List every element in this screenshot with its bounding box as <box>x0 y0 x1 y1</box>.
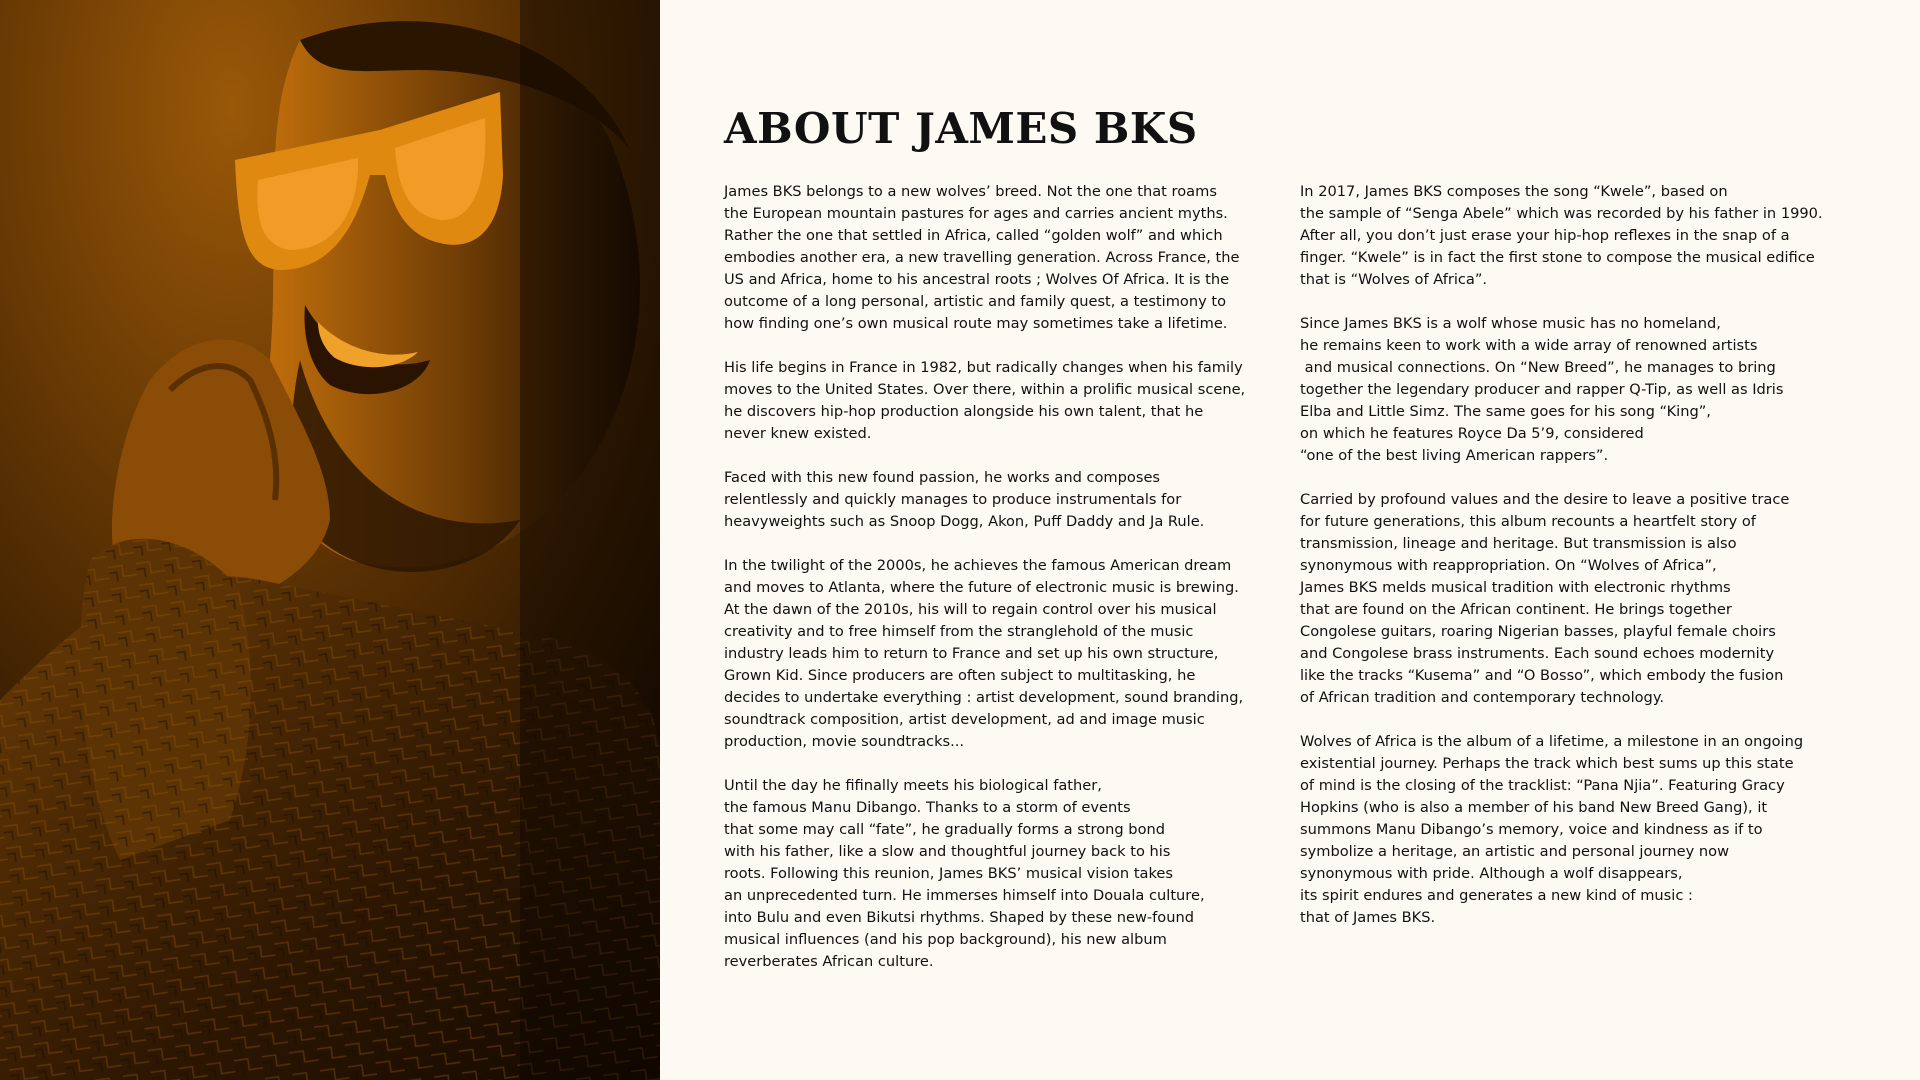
text-line: that of James BKS. <box>1300 909 1436 926</box>
text-line: synonymous with reappropriation. On “Wolves of Africa”, <box>1300 557 1717 574</box>
text-line: relentlessly and quickly manages to produce instrumentals for <box>724 491 1182 508</box>
text-line: Elba and Little Simz. The same goes for his song “King”, <box>1300 403 1711 420</box>
text-line: production, movie soundtracks... <box>724 733 965 750</box>
text-line: symbolize a heritage, an artistic and personal journey now <box>1300 843 1730 860</box>
text-line: synonymous with pride. Although a wolf disappears, <box>1300 865 1683 882</box>
text-line: that are found on the African continent. He brings together <box>1300 601 1732 618</box>
text-line: Congolese guitars, roaring Nigerian basses, playful female choirs <box>1300 623 1776 640</box>
text-line: moves to the United States. Over there, within a prolific musical scene, <box>724 381 1246 398</box>
text-line: “one of the best living American rappers”. <box>1300 447 1609 464</box>
text-line: industry leads him to return to France and set up his own structure, <box>724 645 1219 662</box>
paragraph <box>724 181 1254 335</box>
text-line: outcome of a long personal, artistic and family quest, a testimony to <box>724 293 1227 310</box>
text-line: creativity and to free himself from the stranglehold of the music <box>724 623 1194 640</box>
paragraph <box>1300 731 1830 929</box>
text-line: In 2017, James BKS composes the song “Kwele”, based on <box>1300 183 1728 200</box>
paragraph <box>1300 313 1830 467</box>
text-line: Grown Kid. Since producers are often subject to multitasking, he <box>724 667 1196 684</box>
text-line: and moves to Atlanta, where the future of electronic music is brewing. <box>724 579 1239 596</box>
text-line: finger. “Kwele” is in fact the first stone to compose the musical edifice <box>1300 249 1815 266</box>
text-line: an unprecedented turn. He immerses himself into Douala culture, <box>724 887 1205 904</box>
text-line: Carried by profound values and the desire to leave a positive trace <box>1300 491 1790 508</box>
text-line: on which he features Royce Da 5’9, considered <box>1300 425 1644 442</box>
text-line: Since James BKS is a wolf whose music has no homeland, <box>1300 315 1721 332</box>
text-line: Faced with this new found passion, he works and composes <box>724 469 1161 486</box>
paragraph <box>1300 489 1830 709</box>
about-section <box>660 0 1920 1080</box>
text-line: soundtrack composition, artist development, ad and image music <box>724 711 1205 728</box>
text-line: James BKS belongs to a new wolves’ breed. Not the one that roams <box>724 183 1217 200</box>
text-line: summons Manu Dibango’s memory, voice and kindness as if to <box>1300 821 1763 838</box>
text-line: for future generations, this album recounts a heartfelt story of <box>1300 513 1756 530</box>
text-line: decides to undertake everything : artist development, sound branding, <box>724 689 1244 706</box>
text-line: together the legendary producer and rapper Q-Tip, as well as Idris <box>1300 381 1784 398</box>
text-line: heavyweights such as Snoop Dogg, Akon, Puff Daddy and Ja Rule. <box>724 513 1205 530</box>
text-line: After all, you don’t just erase your hip-hop reflexes in the snap of a <box>1300 227 1790 244</box>
portrait-photo <box>0 0 660 1080</box>
text-line: into Bulu and even Bikutsi rhythms. Shaped by these new-found <box>724 909 1194 926</box>
text-line: transmission, lineage and heritage. But transmission is also <box>1300 535 1737 552</box>
text-line: Rather the one that settled in Africa, called “golden wolf” and which <box>724 227 1223 244</box>
text-line: that is “Wolves of Africa”. <box>1300 271 1488 288</box>
text-line: existential journey. Perhaps the track which best sums up this state <box>1300 755 1794 772</box>
text-line: musical influences (and his pop background), his new album <box>724 931 1167 948</box>
text-line: of African tradition and contemporary technology. <box>1300 689 1665 706</box>
text-line: James BKS melds musical tradition with electronic rhythms <box>1300 579 1731 596</box>
text-line: he discovers hip-hop production alongside his own talent, that he <box>724 403 1204 420</box>
right-text-column <box>1300 181 1830 951</box>
text-line: its spirit endures and generates a new kind of music : <box>1300 887 1693 904</box>
text-line: Hopkins (who is also a member of his band New Breed Gang), it <box>1300 799 1768 816</box>
text-line: the European mountain pastures for ages and carries ancient myths. <box>724 205 1228 222</box>
text-line: In the twilight of the 2000s, he achieves the famous American dream <box>724 557 1232 574</box>
text-line: he remains keen to work with a wide array of renowned artists <box>1300 337 1758 354</box>
text-line: the famous Manu Dibango. Thanks to a storm of events <box>724 799 1131 816</box>
text-line: and musical connections. On “New Breed”, he manages to bring <box>1300 359 1776 376</box>
text-line: never knew existed. <box>724 425 872 442</box>
text-line: the sample of “Senga Abele” which was recorded by his father in 1990. <box>1300 205 1823 222</box>
text-line: and Congolese brass instruments. Each sound echoes modernity <box>1300 645 1775 662</box>
text-line: like the tracks “Kusema” and “O Bosso”, which embody the fusion <box>1300 667 1784 684</box>
left-text-column <box>724 181 1254 995</box>
paragraph <box>724 467 1254 533</box>
text-line: how finding one’s own musical route may sometimes take a lifetime. <box>724 315 1228 332</box>
text-line: At the dawn of the 2010s, his will to regain control over his musical <box>724 601 1217 618</box>
paragraph <box>724 775 1254 973</box>
paragraph <box>724 357 1254 445</box>
text-line: Until the day he fifinally meets his biological father, <box>724 777 1102 794</box>
text-line: US and Africa, home to his ancestral roots ; Wolves Of Africa. It is the <box>724 271 1230 288</box>
text-line: Wolves of Africa is the album of a lifetime, a milestone in an ongoing <box>1300 733 1804 750</box>
paragraph <box>1300 181 1830 291</box>
text-line: His life begins in France in 1982, but radically changes when his family <box>724 359 1243 376</box>
text-line: of mind is the closing of the tracklist: “Pana Njia”. Featuring Gracy <box>1300 777 1785 794</box>
text-line: embodies another era, a new travelling generation. Across France, the <box>724 249 1240 266</box>
text-line: roots. Following this reunion, James BKS’ musical vision takes <box>724 865 1173 882</box>
page-title: ABOUT JAMES BKS <box>724 104 1198 153</box>
text-line: reverberates African culture. <box>724 953 934 970</box>
portrait-illustration <box>0 0 660 1080</box>
text-line: with his father, like a slow and thoughtful journey back to his <box>724 843 1171 860</box>
paragraph <box>724 555 1254 753</box>
text-line: that some may call “fate”, he gradually forms a strong bond <box>724 821 1166 838</box>
